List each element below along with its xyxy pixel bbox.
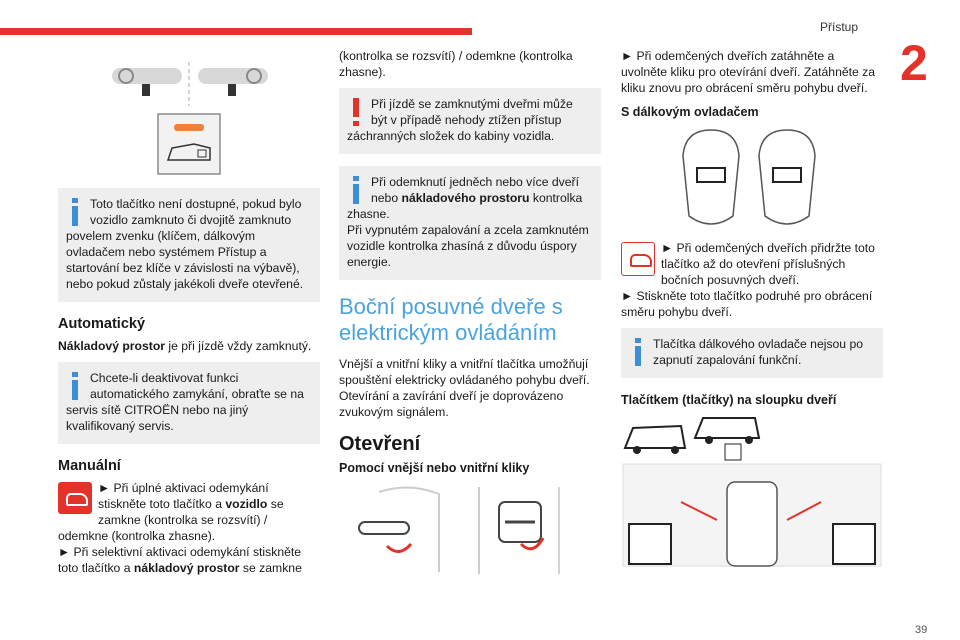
info-icon bbox=[68, 198, 82, 226]
continued-text: (kontrolka se rozsvítí) / odemkne (kontrolka zhasne). bbox=[339, 49, 573, 79]
sliding-doors-title: Boční posuvné dveře s elektrickým ovládáním bbox=[339, 294, 563, 345]
door-handles-illustration bbox=[339, 482, 601, 577]
page-number: 39 bbox=[915, 624, 928, 636]
pillar-buttons-illustration bbox=[621, 462, 883, 568]
info-box-unavailable: Toto tlačítko není dostupné, pokud bylo vozidlo zamknuto či dvojitě zamknuto povelem zvenku (klíčem, dálkovým ovladačem nebo systémem Přístup a startování bez klíče v závislosti na výbavě), nebo pokud zůstaly jakékoli dveře otevřené. bbox=[58, 188, 320, 302]
handle-instruction: ► Při odemčených dveřích zatáhněte a uvolněte kliku pro otevírání dveří. Zatáhněte za kliku znovu pro obrácení směru pohybu dveří. bbox=[621, 49, 876, 95]
steering-wheel-illustration bbox=[58, 48, 320, 110]
remote-heading: S dálkovým ovladačem bbox=[621, 105, 759, 119]
sliding-door-button-icon bbox=[621, 242, 655, 276]
info-box-indicator: Při odemknutí jedněch nebo více dveří nebo nákladového prostoru kontrolka zhasne. Při vypnutém zapalování a zcela zamknutém vozidle kontrolka zhasíná z důvodu úspory energie. bbox=[339, 166, 601, 280]
info-icon bbox=[68, 372, 82, 400]
warning-box: Při jízdě se zamknutými dveřmi může být v případě nehody ztížen přístup záchranných složek do kabiny vozidla. bbox=[339, 88, 601, 154]
info-icon bbox=[349, 176, 363, 204]
pillar-button-heading: Tlačítkem (tlačítky) na sloupku dveří bbox=[621, 393, 837, 407]
remote-instructions: ► Při odemčených dveřích přidržte toto tlačítko až do otevření příslušných bočních posuvných dveří. ► Stiskněte toto tlačítko podruhé pro obrácení směru pohybu dveří. bbox=[621, 241, 875, 319]
section-header: Přístup bbox=[820, 20, 859, 34]
top-accent-bar bbox=[0, 28, 472, 35]
handles-subheading: Pomocí vnější nebo vnitřní kliky bbox=[339, 461, 530, 475]
manual-text: ► Při úplné aktivaci odemykání stiskněte toto tlačítko a vozidlo se zamkne (kontrolka se rozsvítí) / odemkne (kontrolka zhasne). ► Při selektivní aktivaci odemykání stiskněte toto tlačítko a nákladový prostor se zamkne bbox=[58, 481, 302, 575]
info-box-remote: Tlačítka dálkového ovladače nejsou po zapnutí zapalování funkční. bbox=[621, 328, 883, 378]
vans-illustration bbox=[621, 414, 883, 462]
column-1 bbox=[58, 48, 320, 576]
lock-button-icon bbox=[58, 482, 92, 514]
column-2 bbox=[339, 48, 601, 577]
info-box-deactivate: Chcete-li deaktivovat funkci automatického zamykání, obraťte se na servis sítě CITROËN nebo na jiný kvalifikovaný servis. bbox=[58, 362, 320, 444]
automatic-text: Nákladový prostor je při jízdě vždy zamknutý. bbox=[58, 339, 312, 353]
manual-heading: Manuální bbox=[58, 458, 121, 474]
remote-key-illustration bbox=[621, 126, 883, 234]
sliding-doors-desc: Vnější a vnitřní kliky a vnitřní tlačítka umožňují spouštění elektricky ovládaného pohybu dveří. Otevírání a zavírání dveří je doprovázeno zvukovým signálem. bbox=[339, 357, 590, 419]
opening-heading: Otevření bbox=[339, 433, 421, 455]
chapter-number: 2 bbox=[900, 35, 928, 91]
column-3 bbox=[621, 48, 883, 568]
warning-icon bbox=[349, 98, 363, 126]
automatic-heading: Automatický bbox=[58, 316, 146, 332]
lock-button-illustration bbox=[58, 110, 320, 180]
info-icon bbox=[631, 338, 645, 366]
